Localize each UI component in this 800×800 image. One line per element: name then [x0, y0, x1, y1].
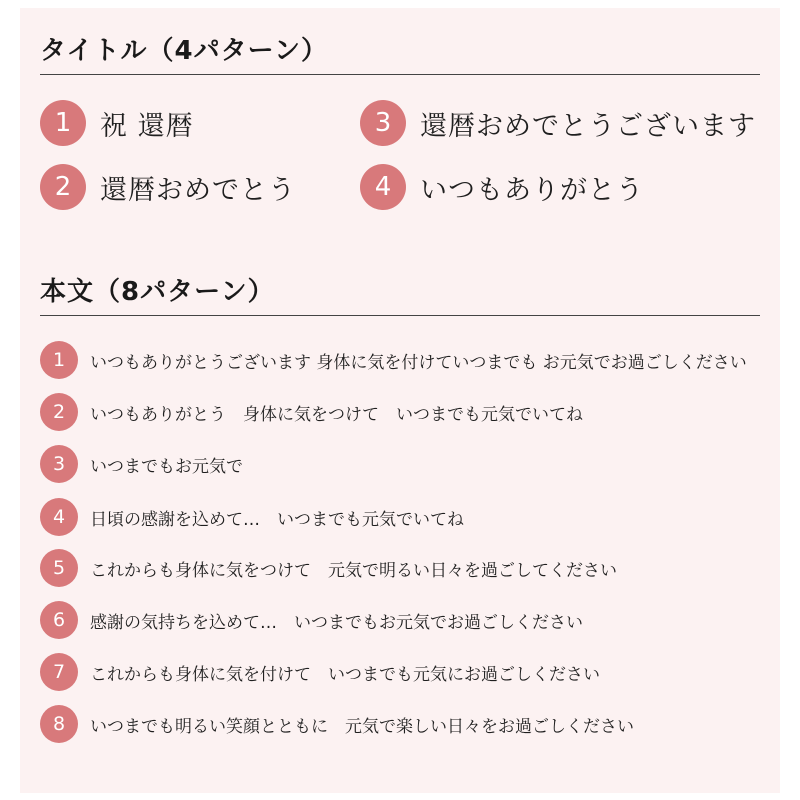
- number-badge: 1: [40, 100, 86, 146]
- body-option-text: これからも身体に気を付けて いつまでも元気にお過ごしください: [90, 664, 600, 685]
- body-option-text: 感謝の気持ちを込めて… いつまでもお元気でお過ごしください: [90, 612, 583, 633]
- number-badge: 5: [40, 549, 78, 587]
- number-badge: 4: [40, 498, 78, 536]
- number-badge: 8: [40, 705, 78, 743]
- body-option-8: [40, 705, 634, 743]
- content-panel: [20, 8, 780, 793]
- title-section-divider: [40, 74, 760, 75]
- title-option-text: 還暦おめでとうございます: [420, 110, 756, 142]
- number-badge: 2: [40, 393, 78, 431]
- title-option-text: 祝 還暦: [100, 110, 194, 142]
- title-option-text: いつもありがとう: [420, 174, 644, 206]
- body-section-divider: [40, 315, 760, 316]
- body-option-text: 日頃の感謝を込めて… いつまでも元気でいてね: [90, 509, 464, 530]
- body-option-3: [40, 445, 243, 483]
- title-option-4: [360, 164, 644, 210]
- title-option-1: [40, 100, 194, 146]
- body-option-text: これからも身体に気をつけて 元気で明るい日々を過ごしてください: [90, 560, 617, 581]
- title-option-3: [360, 100, 756, 146]
- number-badge: 1: [40, 341, 78, 379]
- body-option-2: [40, 393, 583, 431]
- number-badge: 3: [40, 445, 78, 483]
- title-option-2: [40, 164, 296, 210]
- body-option-text: いつまでもお元気で: [90, 456, 243, 477]
- body-option-text: いつもありがとう 身体に気をつけて いつまでも元気でいてね: [90, 404, 583, 425]
- body-option-5: [40, 549, 617, 587]
- number-badge: 7: [40, 653, 78, 691]
- body-section-heading: 本文（8パターン）: [40, 277, 275, 307]
- title-section-heading: タイトル（4パターン）: [40, 36, 329, 66]
- title-option-text: 還暦おめでとう: [100, 174, 296, 206]
- number-badge: 6: [40, 601, 78, 639]
- body-option-6: [40, 601, 583, 639]
- number-badge: 2: [40, 164, 86, 210]
- number-badge: 3: [360, 100, 406, 146]
- body-option-text: いつまでも明るい笑顔とともに 元気で楽しい日々をお過ごしください: [90, 716, 634, 737]
- body-option-7: [40, 653, 600, 691]
- body-option-4: [40, 498, 464, 536]
- body-option-text: いつもありがとうございます 身体に気を付けていつまでも お元気でお過ごしください: [90, 352, 747, 373]
- body-option-1: [40, 341, 747, 379]
- number-badge: 4: [360, 164, 406, 210]
